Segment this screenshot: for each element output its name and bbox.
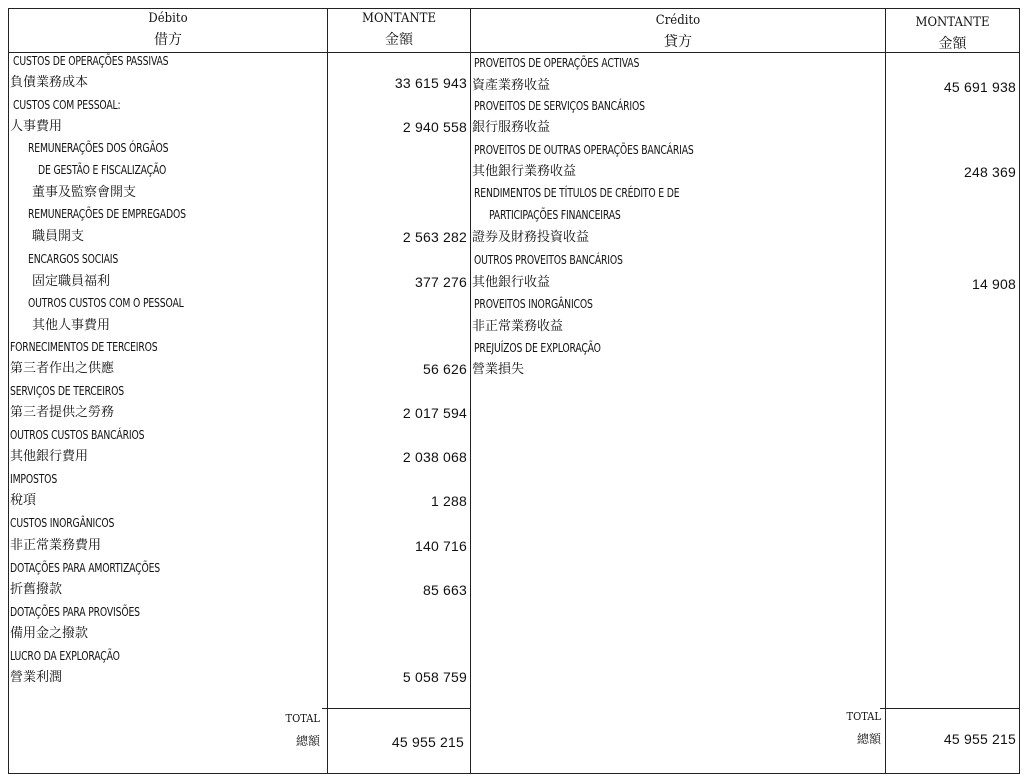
debit-row-label: 負債業務成本 [10,75,89,90]
debit-row-label: DE GESTÃO E FISCALIZAÇÃO [38,163,167,177]
debit-header: Débito [148,11,188,26]
debit-row-amount: 85 663 [422,582,467,598]
debit-row-label: CUSTOS INORGÂNICOS [10,516,115,530]
debit-row-amount: 2 940 558 [402,119,467,135]
montante-right-header: MONTANTE [915,15,990,30]
debit-row-amount: 1 288 [430,493,467,509]
credit-row-label: 非正常業務收益 [472,319,564,334]
debit-header-cjk: 借方 [154,32,182,48]
montante-right-header-cjk: 金額 [938,36,967,52]
debit-row-label: 第三者作出之供應 [10,361,115,376]
credit-header: Crédito [655,13,701,28]
col-divider-1 [327,8,328,774]
debit-row-label: 董事及監察會開支 [32,185,137,200]
total-label-left-cjk: 總額 [295,734,320,748]
debit-row-label: OUTROS CUSTOS BANCÁRIOS [10,428,145,442]
debit-row-label: 營業利潤 [10,670,63,685]
debit-row-label: DOTAÇÕES PARA AMORTIZAÇÕES [10,561,161,575]
credit-row-label: PROVEITOS DE SERVIÇOS BANCÁRIOS [474,99,645,113]
col-divider-3 [885,8,886,774]
debit-row-amount: 140 716 [414,538,467,554]
debit-row-label: OUTROS CUSTOS COM O PESSOAL [28,296,184,310]
debit-row-label: 人事費用 [10,119,63,134]
total-line-left [322,708,471,709]
debit-row-label: LUCRO DA EXPLORAÇÃO [10,649,120,663]
debit-row-label: 非正常業務費用 [10,538,102,553]
credit-row-label: 營業損失 [472,362,525,377]
debit-row-amount: 2 038 068 [402,449,467,465]
debit-row-label: 其他人事費用 [32,318,111,333]
credit-row-label: OUTROS PROVEITOS BANCÁRIOS [474,253,623,267]
frame-bottom [8,773,1020,774]
frame-right [1019,8,1020,774]
debit-row-label: ENCARGOS SOCIAIS [28,252,119,266]
montante-left-header-cjk: 金額 [385,32,413,48]
total-label-right-cjk: 總額 [856,732,881,746]
credit-row-label: PROVEITOS DE OPERAÇÕES ACTIVAS [474,56,640,70]
total-amount-right: 45 955 215 [943,731,1016,747]
credit-row-amount: 14 908 [971,276,1016,292]
credit-row-label: RENDIMENTOS DE TÍTULOS DE CRÉDITO E DE [474,186,680,200]
debit-row-label: IMPOSTOS [10,472,58,486]
credit-row-amount: 248 369 [963,164,1016,180]
debit-row-amount: 5 058 759 [402,669,467,685]
debit-row-label: DOTAÇÕES PARA PROVISÕES [10,605,140,619]
col-divider-2 [470,8,471,774]
debit-row-label: 職員開支 [32,229,85,244]
debit-row-amount: 2 017 594 [402,405,467,421]
debit-row-label: REMUNERAÇÕES DOS ÓRGÃOS [28,141,169,155]
debit-row-label: 稅項 [10,493,37,508]
debit-row-label: 備用金之撥款 [10,626,89,641]
total-amount-left: 45 955 215 [391,734,464,750]
debit-row-label: 第三者提供之勞務 [10,405,115,420]
debit-row-label: FORNECIMENTOS DE TERCEIROS [10,340,158,354]
total-label-left: TOTAL [285,712,320,725]
credit-row-label: PROVEITOS DE OUTRAS OPERAÇÕES BANCÁRIAS [474,143,694,157]
debit-row-label: 折舊撥款 [10,582,63,597]
debit-row-label: SERVIÇOS DE TERCEIROS [10,384,124,398]
credit-row-label: 其他銀行收益 [472,275,551,290]
credit-row-label: 資產業務收益 [472,78,551,93]
debit-row-amount: 2 563 282 [402,229,467,245]
montante-left-header: MONTANTE [361,11,436,26]
debit-row-label: 其他銀行費用 [10,449,89,464]
credit-header-cjk: 貸方 [664,34,692,50]
debit-row-amount: 56 626 [422,361,467,377]
credit-row-label: PARTICIPAÇÕES FINANCEIRAS [489,208,621,222]
debit-row-label: CUSTOS COM PESSOAL: [13,98,121,112]
credit-row-label: 證券及財務投資收益 [472,230,590,245]
credit-row-amount: 45 691 938 [943,79,1016,95]
credit-row-label: PREJUÍZOS DE EXPLORAÇÃO [474,341,601,355]
credit-row-label: PROVEITOS INORGÂNICOS [474,297,593,311]
total-label-right: TOTAL [846,710,881,723]
debit-row-amount: 33 615 943 [394,75,467,91]
credit-row-label: 銀行服務收益 [472,120,551,135]
debit-row-label: 固定職員福利 [32,274,111,289]
debit-row-label: REMUNERAÇÕES DE EMPREGADOS [28,207,186,221]
frame-left [8,8,9,774]
debit-row-amount: 377 276 [414,274,467,290]
debit-row-label: CUSTOS DE OPERAÇÕES PASSIVAS [13,54,169,68]
total-line-right [880,708,1020,709]
credit-row-label: 其他銀行業務收益 [472,164,577,179]
